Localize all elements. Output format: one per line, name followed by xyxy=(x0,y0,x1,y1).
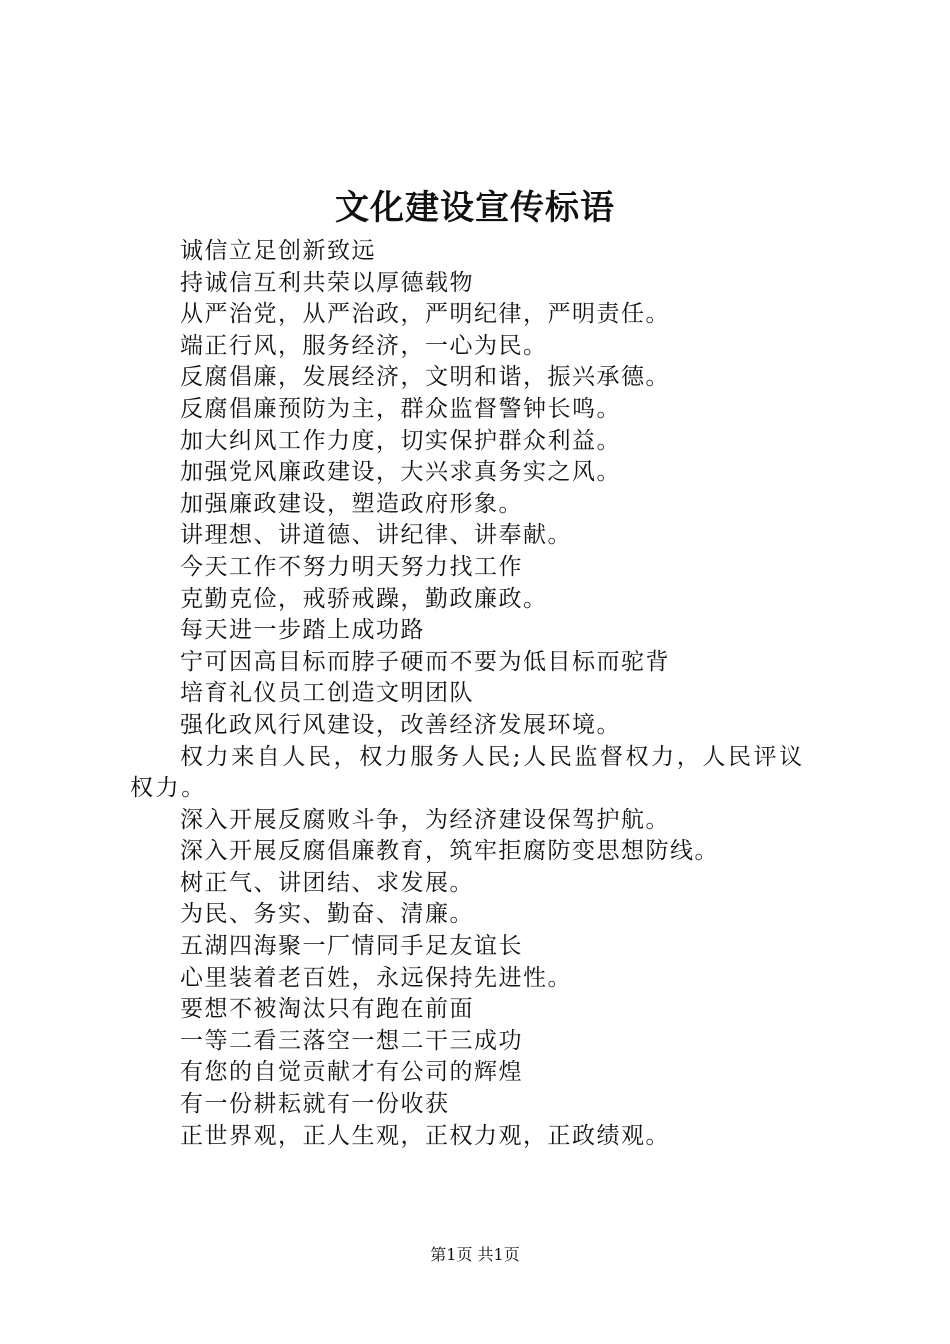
slogan-line: 诚信立足创新致远 xyxy=(180,238,376,264)
page-number-footer: 第1页 共1页 xyxy=(430,1245,520,1264)
slogan-line: 加大纠风工作力度，切实保护群众利益。 xyxy=(180,427,621,454)
slogan-line: 讲理想、讲道德、讲纪律、讲奉献。 xyxy=(180,522,572,549)
slogan-line: 有一份耕耘就有一份收获 xyxy=(180,1091,450,1118)
slogan-line: 树正气、讲团结、求发展。 xyxy=(180,869,474,896)
slogan-line: 每天进一步踏上成功路 xyxy=(180,617,425,644)
slogan-line: 强化政风行风建设，改善经济发展环境。 xyxy=(180,711,621,738)
document-title: 文化建设宣传标语 xyxy=(335,188,615,228)
slogan-line: 反腐倡廉预防为主，群众监督警钟长鸣。 xyxy=(180,395,621,422)
slogan-line: 培育礼仪员工创造文明团队 xyxy=(180,680,474,707)
slogan-line: 反腐倡廉，发展经济，文明和谐，振兴承德。 xyxy=(180,364,670,391)
slogan-line: 克勤克俭，戒骄戒躁，勤政廉政。 xyxy=(180,585,548,612)
slogan-list xyxy=(130,236,830,1152)
slogan-line: 权力来自人民，权力服务人民;人民监督权力，人民评议权力。 xyxy=(130,743,805,802)
slogan-line: 从严治党，从严治政，严明纪律，严明责任。 xyxy=(180,301,670,328)
slogan-line: 加强党风廉政建设，大兴求真务实之风。 xyxy=(180,459,621,486)
slogan-line: 心里装着老百姓，永远保持先进性。 xyxy=(180,964,572,991)
slogan-line: 要想不被淘汰只有跑在前面 xyxy=(180,996,474,1023)
slogan-line: 今天工作不努力明天努力找工作 xyxy=(180,553,523,580)
slogan-line: 宁可因高目标而脖子硬而不要为低目标而驼背 xyxy=(180,648,670,675)
slogan-line: 一等二看三落空一想二干三成功 xyxy=(180,1027,523,1054)
slogan-line: 五湖四海聚一厂情同手足友谊长 xyxy=(180,933,523,960)
slogan-line: 正世界观，正人生观，正权力观，正政绩观。 xyxy=(180,1122,670,1149)
slogan-line: 有您的自觉贡献才有公司的辉煌 xyxy=(180,1059,523,1086)
slogan-line: 端正行风，服务经济，一心为民。 xyxy=(180,332,548,359)
slogan-line: 为民、务实、勤奋、清廉。 xyxy=(180,901,474,928)
slogan-line: 深入开展反腐败斗争，为经济建设保驾护航。 xyxy=(180,806,670,833)
slogan-line: 加强廉政建设，塑造政府形象。 xyxy=(180,490,523,517)
slogan-line: 持诚信互利共荣以厚德载物 xyxy=(180,269,474,296)
slogan-line: 深入开展反腐倡廉教育，筑牢拒腐防变思想防线。 xyxy=(180,838,719,865)
